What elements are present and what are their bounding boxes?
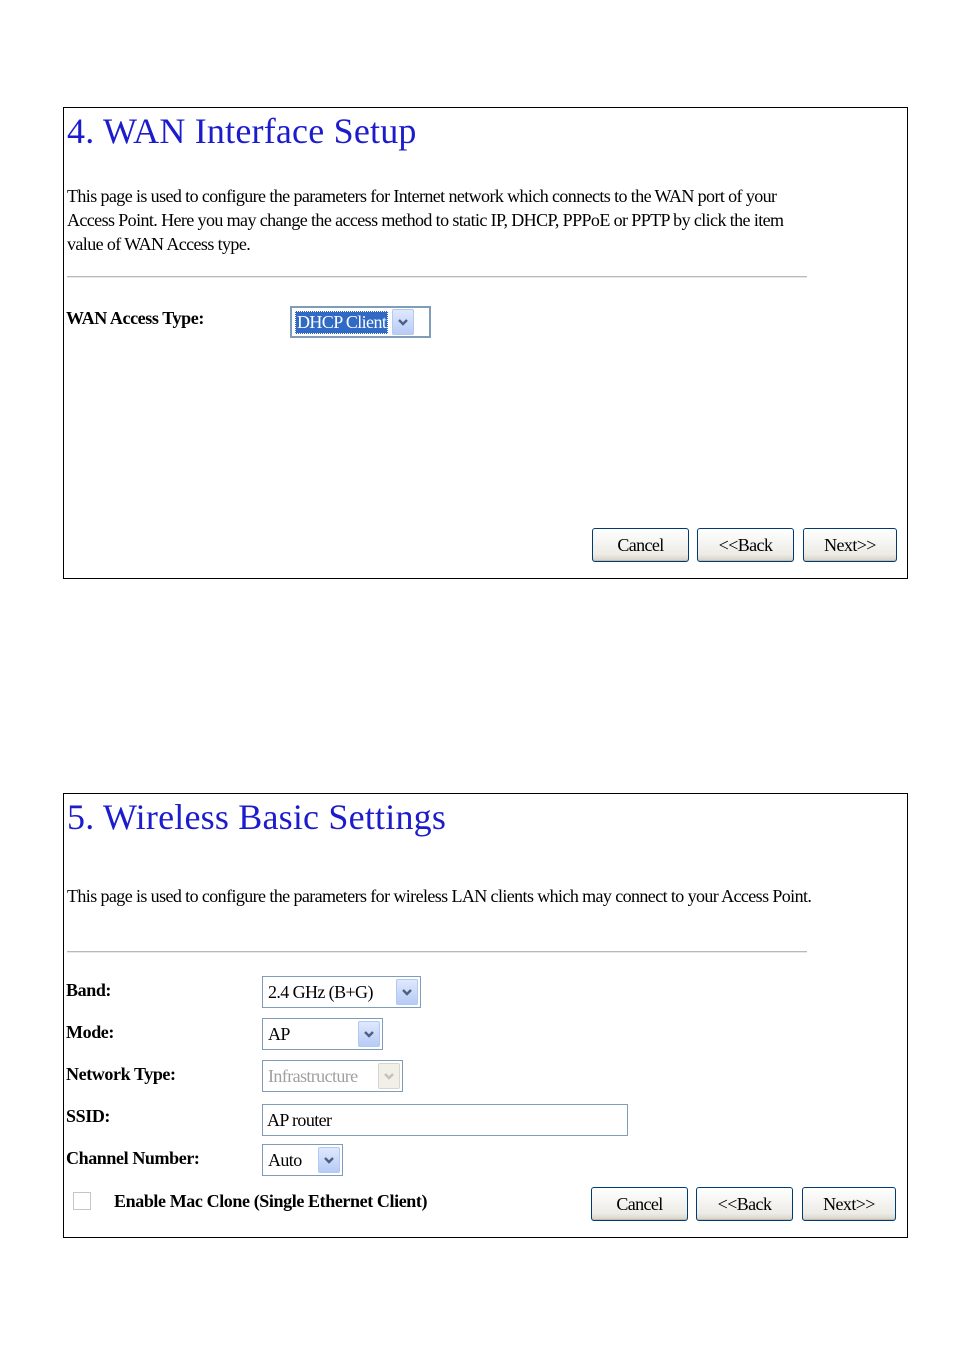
channel-number-value: Auto (268, 1149, 302, 1170)
network-type-value: Infrastructure (268, 1065, 358, 1086)
band-value: 2.4 GHz (B+G) (268, 981, 373, 1002)
wireless-divider (67, 951, 807, 953)
mac-clone-label: Enable Mac Clone (Single Ethernet Client) (114, 1191, 428, 1211)
ssid-input[interactable]: AP router (262, 1104, 628, 1136)
wireless-description: This page is used to configure the parameters for wireless LAN clients which may connect to your Access Point. (67, 886, 812, 906)
channel-number-label: Channel Number: (66, 1148, 200, 1168)
network-type-label: Network Type: (66, 1064, 176, 1084)
wireless-next-button[interactable]: Next>> (802, 1187, 896, 1221)
chevron-down-icon[interactable] (318, 1147, 340, 1173)
wireless-page-title: 5. Wireless Basic Settings (67, 797, 447, 837)
band-label: Band: (66, 980, 112, 1000)
mode-select[interactable] (262, 1018, 383, 1050)
wan-page-title: 4. WAN Interface Setup (67, 111, 417, 151)
mode-label: Mode: (66, 1022, 114, 1042)
wireless-basic-panel (63, 793, 908, 1238)
wan-cancel-button[interactable]: Cancel (592, 528, 689, 562)
wireless-cancel-button[interactable]: Cancel (591, 1187, 688, 1221)
wan-back-button[interactable]: <<Back (697, 528, 794, 562)
chevron-down-icon[interactable] (396, 979, 418, 1005)
ssid-label: SSID: (66, 1106, 111, 1126)
band-select[interactable] (262, 976, 421, 1008)
wan-access-type-select[interactable] (290, 306, 431, 338)
wan-description: This page is used to configure the parameters for Internet network which connects to the WAN port of your Access Point. Here you may change the access method to static IP, DHCP, PPPoE or PPTP by click the item value of WAN Access type. (67, 186, 784, 254)
mac-clone-checkbox[interactable] (73, 1192, 91, 1210)
mode-value: AP (268, 1023, 290, 1044)
wan-divider (67, 276, 807, 278)
wan-setup-panel (63, 107, 908, 579)
chevron-down-icon (378, 1063, 400, 1089)
wan-access-type-value: DHCP Client (297, 311, 387, 332)
channel-number-select[interactable] (262, 1144, 343, 1176)
wan-access-type-label: WAN Access Type: (66, 308, 204, 328)
network-type-select (262, 1060, 403, 1092)
wireless-back-button[interactable]: <<Back (696, 1187, 793, 1221)
chevron-down-icon[interactable] (392, 309, 414, 335)
chevron-down-icon[interactable] (358, 1021, 380, 1047)
wan-next-button[interactable]: Next>> (803, 528, 897, 562)
